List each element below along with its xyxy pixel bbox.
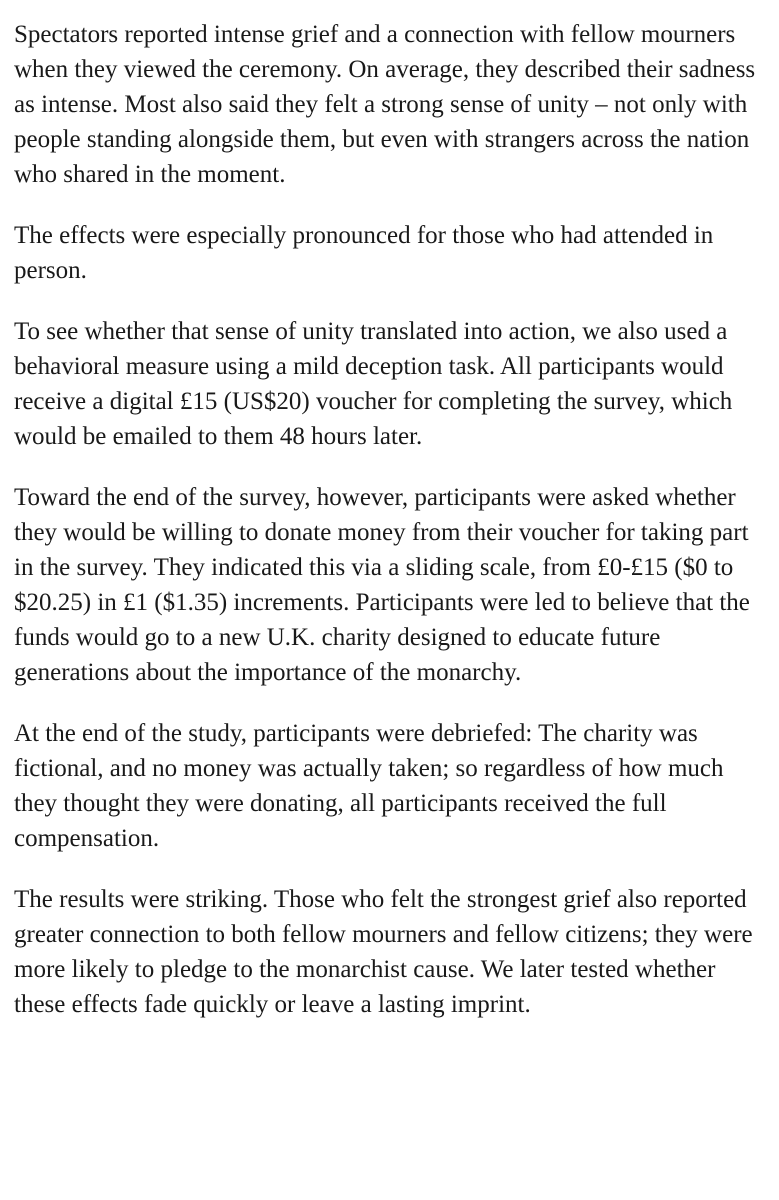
- article-paragraph: At the end of the study, participants were debriefed: The charity was fictional, and no money was actually taken; so regardless of how much they thought they were donating, all participants received the full compensation.: [14, 720, 724, 852]
- article-paragraph: Toward the end of the survey, however, participants were asked whether they would be willing to donate money from their voucher for taking part in the survey. They indicated this via a sliding scale, from £0-£15 ($0 to $20.25) in £1 ($1.35) increments. Participants were led to believe that the funds would go to a new U.K. charity designed to educate future generations about the importance of the monarchy.: [14, 484, 750, 686]
- article-paragraph: The effects were especially pronounced for those who had attended in person.: [14, 222, 714, 284]
- article-paragraph: The results were striking. Those who felt the strongest grief also reported greater connection to both fellow mourners and fellow citizens; they were more likely to pledge to the monarchist cause. We later tested whether these effects fade quickly or leave a lasting imprint.: [14, 886, 753, 1018]
- article-paragraph: To see whether that sense of unity translated into action, we also used a behavioral measure using a mild deception task. All participants would receive a digital £15 (US$20) voucher for completing the survey, which would be emailed to them 48 hours later.: [14, 318, 733, 450]
- article-paragraph: Spectators reported intense grief and a connection with fellow mourners when they viewed the ceremony. On average, they described their sadness as intense. Most also said they felt a strong sense of unity – not only with people standing alongside them, but even with strangers across the nation who shared in the moment.: [14, 21, 756, 188]
